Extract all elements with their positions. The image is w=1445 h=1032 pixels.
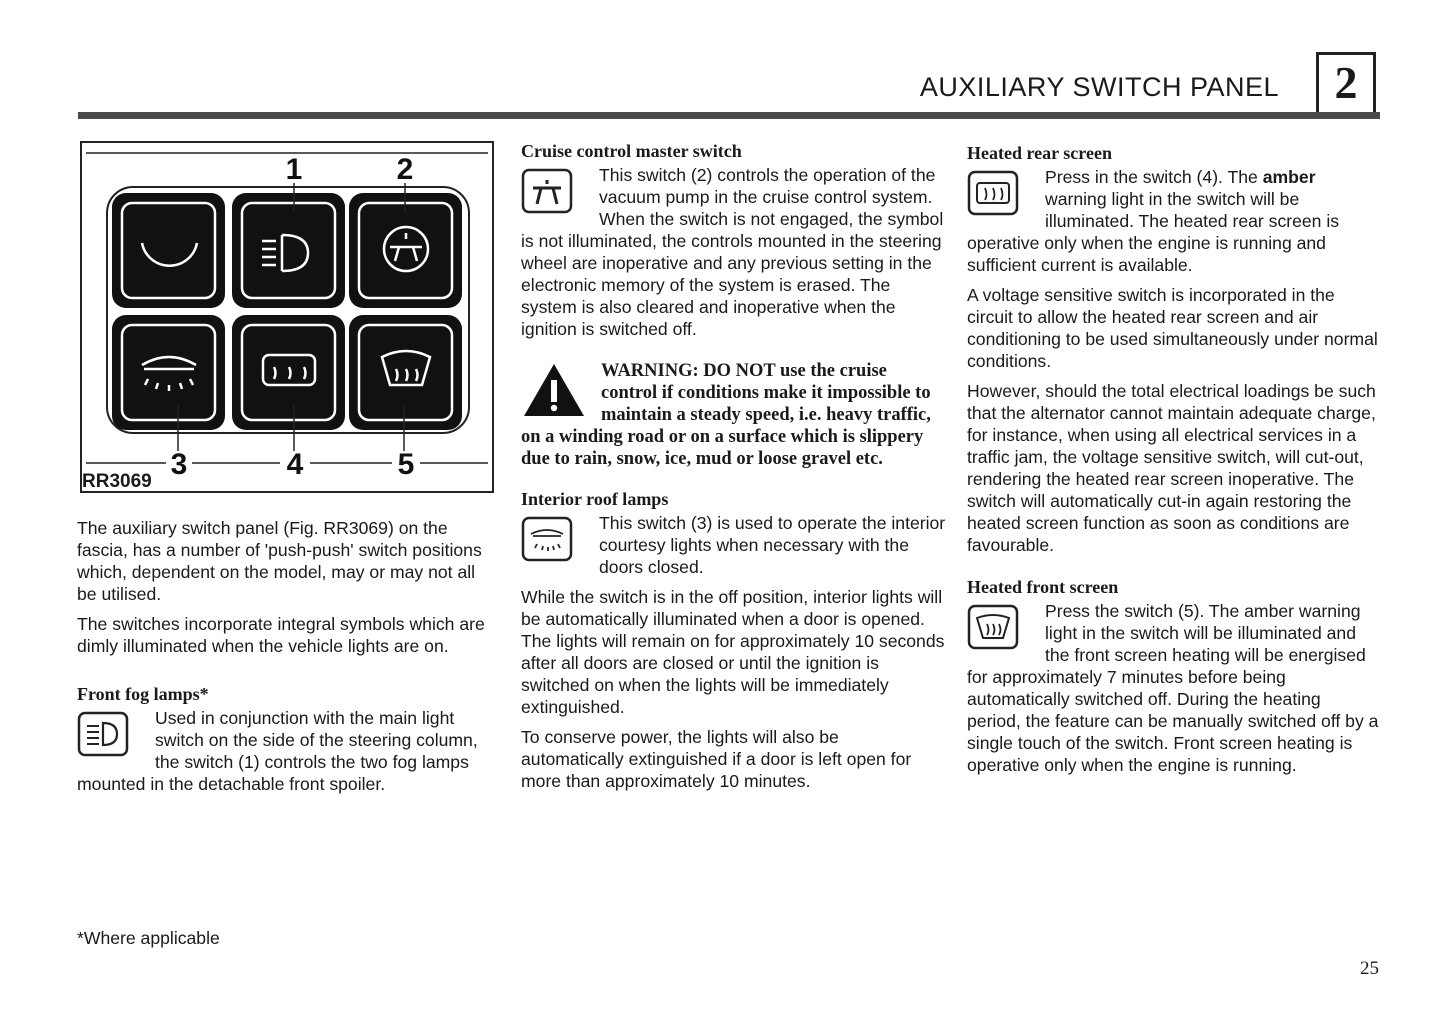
amber-emphasis: amber [1262, 167, 1316, 187]
chapter-number: 2 [1316, 52, 1376, 116]
callout-2: 2 [396, 153, 414, 186]
heated-front-heading: Heated front screen [967, 577, 1119, 597]
callout-3: 3 [170, 448, 188, 481]
column-left [77, 517, 497, 803]
warning-text: WARNING: DO NOT use the cruise control if conditions make it impossible to maintain a steady speed, i.e. heavy traffic, on a winding road or on a surface which is slippery due to rain, snow, ice, mud or loose gravel etc. [521, 361, 931, 469]
heated-rear-text-a: Press in the switch (4). The [1045, 167, 1263, 187]
heated-rear-paragraph-2: A voltage sensitive switch is incorporated in the circuit to allow the heated rear screen and air conditioning to be used simultaneously under normal conditions. [967, 285, 1378, 371]
callout-1: 1 [285, 153, 303, 186]
cruise-heading: Cruise control master switch [521, 141, 742, 161]
column-right [967, 142, 1379, 784]
roof-lamps-paragraph-2: While the switch is in the off position, interior lights will be automatically illuminated when a door is opened. The lights will remain on for approximately 10 seconds after all doors are closed or until the ignition is switched on when the lights will be immediately extinguished. [521, 587, 945, 717]
roof-lamp-icon [521, 516, 573, 562]
fog-lamps-text: Used in conjunction with the main light switch on the side of the steering column, the switch (1) controls the two fog lamps mounted in the detachable front spoiler. [77, 708, 478, 794]
heated-rear-text-b: warning light in the switch will be illuminated. The heated rear screen is operative only when the engine is running and sufficient current is available. [967, 189, 1340, 275]
figure-label: RR3069 [82, 471, 152, 492]
roof-lamps-text: This switch (3) is used to operate the interior courtesy lights when necessary with the doors closed. [599, 513, 946, 577]
roof-lamps-heading: Interior roof lamps [521, 489, 669, 509]
roof-lamps-paragraph-3: To conserve power, the lights will also be automatically extinguished if a door is left open for more than approximately 10 minutes. [521, 727, 912, 791]
cruise-text: This switch (2) controls the operation of the vacuum pump in the cruise control system. When the switch is not engaged, the symbol is not illuminated, the controls mounted in the steering wheel are inoperative and any previous setting in the electronic memory of the system is erased. The system is also cleared and inoperative when the ignition is switched off. [521, 165, 944, 339]
fog-lamp-icon [77, 711, 129, 757]
intro-paragraph-1: The auxiliary switch panel (Fig. RR3069) on the fascia, has a number of 'push-push' switch positions which, dependent on the model, may or may not all be utilised. [77, 518, 482, 604]
column-middle [521, 140, 946, 800]
heated-front-screen-icon [967, 604, 1019, 650]
heated-rear-paragraph-3: However, should the total electrical loadings be such that the alternator cannot maintain adequate charge, for instance, when using all electrical services in a traffic jam, the voltage sensitive switch, will cut-out, rendering the heated rear screen inoperative. The switch will automatically cut-in again restoring the heated screen function as soon as conditions are favourable. [967, 381, 1376, 555]
page-title: AUXILIARY SWITCH PANEL [919, 72, 1279, 102]
heated-rear-heading: Heated rear screen [967, 143, 1112, 163]
heated-front-text: Press the switch (5). The amber warning light in the switch will be illuminated and the front screen heating will be energised for approximately 7 minutes before being automatically switched off. During the heating period, the feature can be manually switched off by a single touch of the switch. Front screen heating is operative only when the engine is running. [967, 601, 1379, 775]
page-number: 25 [1360, 958, 1379, 979]
fog-lamps-heading: Front fog lamps* [77, 684, 209, 704]
switch-panel-figure [80, 141, 494, 493]
footnote: *Where applicable [77, 928, 220, 948]
intro-paragraph-2: The switches incorporate integral symbols which are dimly illuminated when the vehicle lights are on. [77, 614, 485, 656]
cruise-warning [521, 360, 946, 470]
cruise-control-icon [521, 168, 573, 214]
callout-4: 4 [286, 448, 304, 481]
warning-icon [521, 360, 587, 420]
heated-rear-screen-icon [967, 170, 1019, 216]
switch-panel-illustration [82, 143, 492, 491]
callout-5: 5 [397, 448, 415, 481]
header-rule [78, 112, 1380, 119]
